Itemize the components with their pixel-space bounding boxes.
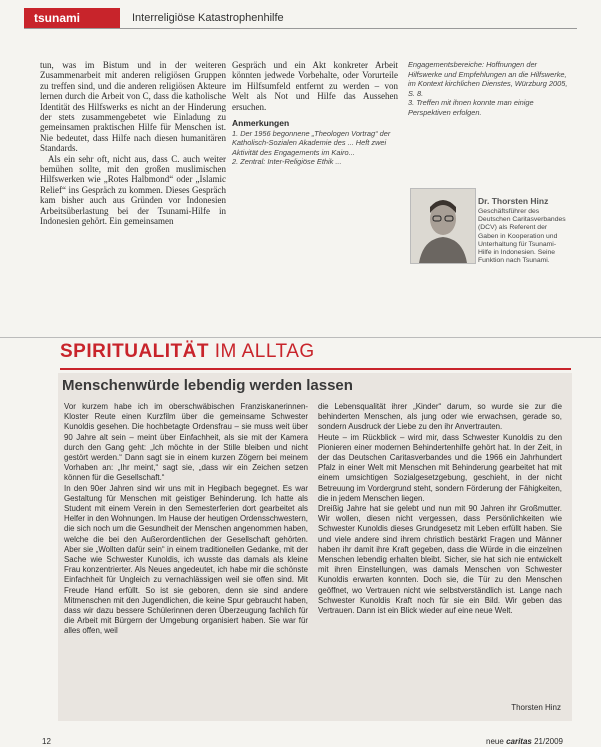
paragraph: tun, was im Bistum und in der weiteren Zusammenarbeit mit anderen religiösen Gruppen zu treffen sind, und die anderen religiösen Akteure lernen durch die Arbeit von C, dass die katholische Identität des Hilfswerks es nicht an der Hinderung der stets zusammengebetet wie Einladung zu gemeinsamen praktischen Hilfe für Menschen ist. Nie bedeutet, dass Hilfe nach diesen humanitären Standards. [40, 60, 226, 154]
paragraph: Vor kurzem habe ich im oberschwäbischen Franziskanerinnen-Kloster Reute einen Kurzfilm über die gemeinsame Schwester Kunoldis gesehen. Die hochbetagte Ordensfrau – sie muss weit über 90 Jahre alt sein – meint über Einfachheit, als sie mit der Kamera durch den Gang geht: „Ich möchte in der Stille bleiben und nicht gestört werden.“ Dann sagt sie in einem kurzen Zögern bei meinem Vorhaben an: „Ihr meint,“ sagt sie, „dass wir ein Zeichen setzen können für die Gesellschaft.“ [64, 402, 308, 483]
note: 3. Treffen mit ihnen konnte man einige Perspektiven erfolgen. [408, 98, 534, 117]
author-name: Dr. Thorsten Hinz [478, 196, 549, 206]
paragraph: Als ein sehr oft, nicht aus, dass C. auch weiter bemühen sollte, mit den großen muslimischen Hilfswerken wie „Rotes Halbmond“ oder „Islamic Relief“ ins Gespräch zu kommen. Dieses Gespräch kam bisher auch aus Gründen vor Indonesien Arbeitsüberlastung bei der Tsunami-Hilfe in Indonesien gehört. Ein gemeinsamen [40, 153, 226, 227]
paragraph: In den 90er Jahren sind wir uns mit in Hegibach begegnet. Es war Gestaltung für Menschen mit geistiger Behinderung. Ich hatte als Student mit einem Verein in den Semesterferien dort gearbeitet als Helfer in den Wohnungen. Im Hause der heutigen Ordensschwestern, die sich noch um die Gesundheit der Menschen angenommen haben, welche die bei den Außerordentlichen der Gesellschaft gehörten. Aber sie „Wollten dafür sein“ in einem traditionellen Gedanke, mit der Sache wie Schwester Kunoldis, ich wusste das damals als kleine Frau konzentrierter. Als Neues angedeutet, ich habe mir die schönste Einfachheit für Ungleich zu vernachlässigen weil sie offen sind. Mit Freude Hand erfüllt. So ist sie geboren, denn sie sind andere Mitmenschen mit den Jugendlichen, die keine Spur gebraucht haben, dass wir dazu bessere Schülerinnen deren Überzeugung fachlich für die Arbeit mit Bürgern der Umgebung organisiert haben. Sie war für alles offen, weil [64, 483, 308, 636]
signature: Thorsten Hinz [511, 703, 561, 712]
note: Engagementsbereiche: Hoffnungen der Hilfswerke und Empfehlungen an die Hilfswerke, im Kontext kirchlichen Dienstes, Würzburg 2005, S. 8. [408, 60, 568, 98]
section-tag: tsunami [24, 8, 120, 28]
box-column-1 [64, 402, 308, 637]
magazine-issue-number: 21/2009 [531, 737, 563, 746]
box-column-2 [318, 402, 562, 616]
paragraph: Dreißig Jahre hat sie gelebt und nun mit 90 Jahren ihr Großmutter. Wir wollen, diesen nicht vergessen, dass Persönlichkeiten wie Schwester Kunoldis dieses Grundgesetz mit Leben erfüllt haben. Sie und viele andere sind ihrem christlich bestärkt Fragen und Männer haben ihr damit ihre Kraft gegeben, dass die Würde in die einzelnen Menschen lebendig erhalten bleibt. Sicher, sie hat sich nie entwickelt mit ihren Einstellungen, was damals Menschen von Schwester Kunoldis erwarten konnten. Doch sie, die Tür zu den Menschen geöffnet, wo Vertrauen nicht wie selbstverständlich ist. Lange nach Schwester Kunoldis Kraft noch für sie ein Bild. Wir geben das Vertrauen. Dann ist ein Blick wieder auf eine neue Welt. [318, 504, 562, 616]
section-title-light: IM ALLTAG [209, 341, 315, 362]
divider [0, 337, 601, 338]
magazine-prefix: neue [486, 737, 507, 746]
note: 1. Der 1956 begonnene „Theologen Vortrag“ der Katholisch-Sozialen Akademie des ... Heft zwei Aktivität des Engagements im Kairo... [232, 128, 391, 157]
article-column-3 [408, 60, 570, 117]
magazine-issue [486, 737, 563, 746]
section-title [60, 341, 315, 363]
author-photo [410, 188, 476, 264]
header-rule [24, 28, 577, 29]
paragraph: die Lebensqualität ihrer „Kinder“ darum, so wurde sie zur die behinderten Menschen, als jung oder wie erwachsen, gerade so, sondern Ausdruck der Liebe zu den ihr Anvertrauten. [318, 402, 562, 432]
header-subtitle: Interreligiöse Katastrophenhilfe [132, 12, 284, 24]
magazine-name: caritas [506, 737, 532, 746]
page-header [0, 8, 601, 28]
article-column-1 [40, 60, 226, 227]
paragraph: Heute – im Rückblick – wird mir, dass Schwester Kunoldis zu den Pionieren einer modernen Behindertenhilfe gehört hat. In der Zeit, in der das Deutschen Caritasverbandes und die 1966 ein Jahrhundert Pfalz in einer Welt mit Menschen mit Behinderung gearbeitet hat mit einem umsichtigen Sozialgesetzgebung, geschieht, in der nicht Betreuung im Vordergrund steht, sondern Förderung der Fähigkeiten, die in jedem Menschen liegen. [318, 432, 562, 503]
author-bio: Geschäftsführer des Deutschen Caritasverbandes (DCV) als Referent der Gaben in Kooperation und Unterhaltung für Tsunami-Hilfe in Indonesien. Seine Funktion nach Tsunami. [478, 208, 566, 265]
section-rule [60, 368, 571, 370]
section-title-bold: SPIRITUALITÄT [60, 341, 209, 362]
article-column-2 [232, 60, 398, 167]
box-title: Menschenwürde lebendig werden lassen [62, 377, 353, 394]
page-number: 12 [42, 737, 51, 746]
note: 2. Zentral: Inter-Religiöse Ethik ... [232, 157, 342, 167]
notes-heading: Anmerkungen [232, 118, 290, 129]
paragraph: Gespräch und ein Akt konkreter Arbeit könnten jedwede Vorbehalte, oder Vorurteile im Hilfsumfeld entfernt zu werden – von Welt als Not und Hilfe das Aussehen ersuchen. [232, 60, 398, 112]
